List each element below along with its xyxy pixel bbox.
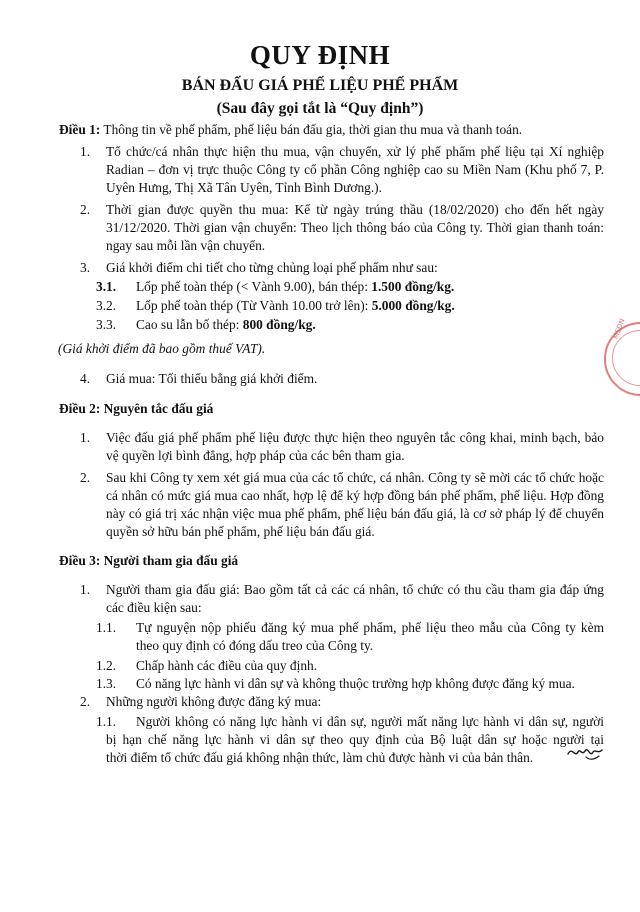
list-number: 2.	[80, 694, 91, 709]
paragraph-line: ngay sau mỗi lần vận chuyển.	[106, 238, 266, 253]
list-number: 1.	[80, 430, 91, 445]
paragraph-line: 31/12/2020. Thời gian vận chuyển: Theo lịch thông báo của Công ty. Thời gian thanh toán:	[106, 220, 604, 235]
paragraph-line: Những người không được đăng ký mua:	[106, 694, 322, 709]
article-1-heading-row	[59, 121, 522, 139]
paragraph-line: Giá mua: Tối thiểu bằng giá khởi điểm.	[106, 371, 318, 386]
paragraph-line: Giá khởi điểm chi tiết cho từng chủng loại phế phẩm như sau:	[106, 260, 438, 275]
sublist-number: 1.2.	[96, 658, 117, 673]
list-number: 2.	[80, 470, 91, 485]
paragraph-line: theo quy định có đóng dấu treo của Công ty.	[136, 638, 374, 653]
list-number: 4.	[80, 371, 91, 386]
paragraph-line: Tự nguyện nộp phiếu đăng ký mua phế phẩm, phế liệu theo mẫu của Công ty kèm	[136, 620, 604, 635]
list-number: 1.	[80, 144, 91, 159]
price-value: 1.500 đồng/kg.	[371, 279, 455, 294]
vat-note: (Giá khởi điểm đã bao gồm thuế VAT).	[58, 341, 266, 356]
paragraph-line: thời điểm tổ chức đấu giá không nhận thức, làm chủ được hành vi của bản thân.	[106, 750, 534, 765]
list-number: 1.	[80, 582, 91, 597]
paragraph-line: Tổ chức/cá nhân thực hiện thu mua, vận chuyển, xử lý phế phẩm phế liệu tại Xí nghiệp	[106, 144, 604, 159]
price-value: 5.000 đồng/kg.	[371, 298, 455, 313]
paragraph-line: các điều kiện sau:	[106, 600, 202, 615]
price-item: Lốp phế toàn thép (< Vành 9.00), bán thép:	[136, 279, 372, 294]
price-item: Cao su lẫn bố thép:	[136, 317, 243, 332]
signature-icon	[566, 740, 606, 764]
article-1-heading: Điều 1:	[59, 122, 101, 137]
list-number: 2.	[80, 202, 91, 217]
document-subtitle: BÁN ĐẤU GIÁ PHẾ LIỆU PHẾ PHẨM	[181, 77, 459, 94]
price-item: Lốp phế toàn thép (Từ Vành 10.00 trở lên):	[136, 298, 372, 313]
paragraph-line: Việc đấu giá phế phẩm phế liệu được thực hiện theo nguyên tắc công khai, minh bạch, bảo	[106, 430, 604, 445]
paragraph-line: Thời gian được quyền thu mua: Kể từ ngày trúng thầu (18/02/2020) cho đến hết ngày	[106, 202, 604, 217]
article-2-heading: Điều 2: Nguyên tắc đấu giá	[59, 401, 214, 416]
paragraph-line: quyền sở hữu bán phế phẩm, phế liệu bán đấu giá.	[106, 524, 375, 539]
price-value: 800 đồng/kg.	[242, 317, 316, 332]
sublist-number: 1.3.	[96, 676, 117, 691]
sublist-number: 3.1.	[96, 279, 117, 294]
sublist-number: 1.1.	[96, 714, 117, 729]
price-line	[136, 278, 454, 296]
company-stamp-text: MSDN	[611, 317, 627, 341]
article-3-heading: Điều 3: Người tham gia đấu giá	[59, 553, 239, 568]
paragraph-line: Người tham gia đấu giá: Bao gồm tất cả các cá nhân, tổ chức có thu cầu tham gia đáp ứng	[106, 582, 604, 597]
paragraph-line: vệ quyền lợi bình đẳng, hợp pháp của các bên tham gia.	[106, 448, 405, 463]
sublist-number: 1.1.	[96, 620, 117, 635]
paragraph-line: Radian – đơn vị trực thuộc Công ty cổ phần Công nghiệp cao su Miền Nam (Khu phố 7, P.	[106, 162, 604, 177]
paragraph-line: Chấp hành các điều của quy định.	[136, 658, 318, 673]
sublist-number: 3.2.	[96, 298, 117, 313]
paragraph-line: Có năng lực hành vi dân sự và không thuộc trường hợp không được đăng ký mua.	[136, 676, 575, 691]
price-line	[136, 316, 316, 334]
paragraph-line: bị hạn chế năng lực hành vi dân sự theo quy định của Bộ luật dân sự hoặc người tại	[106, 732, 604, 747]
paragraph-line: Uyên Hưng, Thị Xã Tân Uyên, Tỉnh Bình Dương.).	[106, 180, 382, 195]
document-title: QUY ĐỊNH	[249, 40, 391, 70]
paragraph-line: Người không có năng lực hành vi dân sự, người mất năng lực hành vi dân sự, người	[136, 714, 604, 729]
document-subtitle-note: (Sau đây gọi tắt là “Quy định”)	[216, 100, 424, 117]
list-number: 3.	[80, 260, 91, 275]
article-1-heading-text: Thông tin về phế phẩm, phế liệu bán đấu gia, thời gian thu mua và thanh toán.	[103, 122, 523, 137]
paragraph-line: cá nhân có mức giá mua cao nhất, hợp lệ để ký hợp đồng bán phế phẩm, phế liệu. Hợp đồng	[106, 488, 604, 503]
sublist-number: 3.3.	[96, 317, 117, 332]
paragraph-line: này có giá trị xác nhận việc mua phế phẩm, phế liệu bán đấu giá, là cơ sở pháp lý để chuyển	[106, 506, 604, 521]
price-line	[136, 297, 455, 315]
paragraph-line: Sau khi Công ty xem xét giá mua của các tổ chức, cá nhân. Công ty sẽ mời các tổ chức hoặc	[106, 470, 604, 485]
